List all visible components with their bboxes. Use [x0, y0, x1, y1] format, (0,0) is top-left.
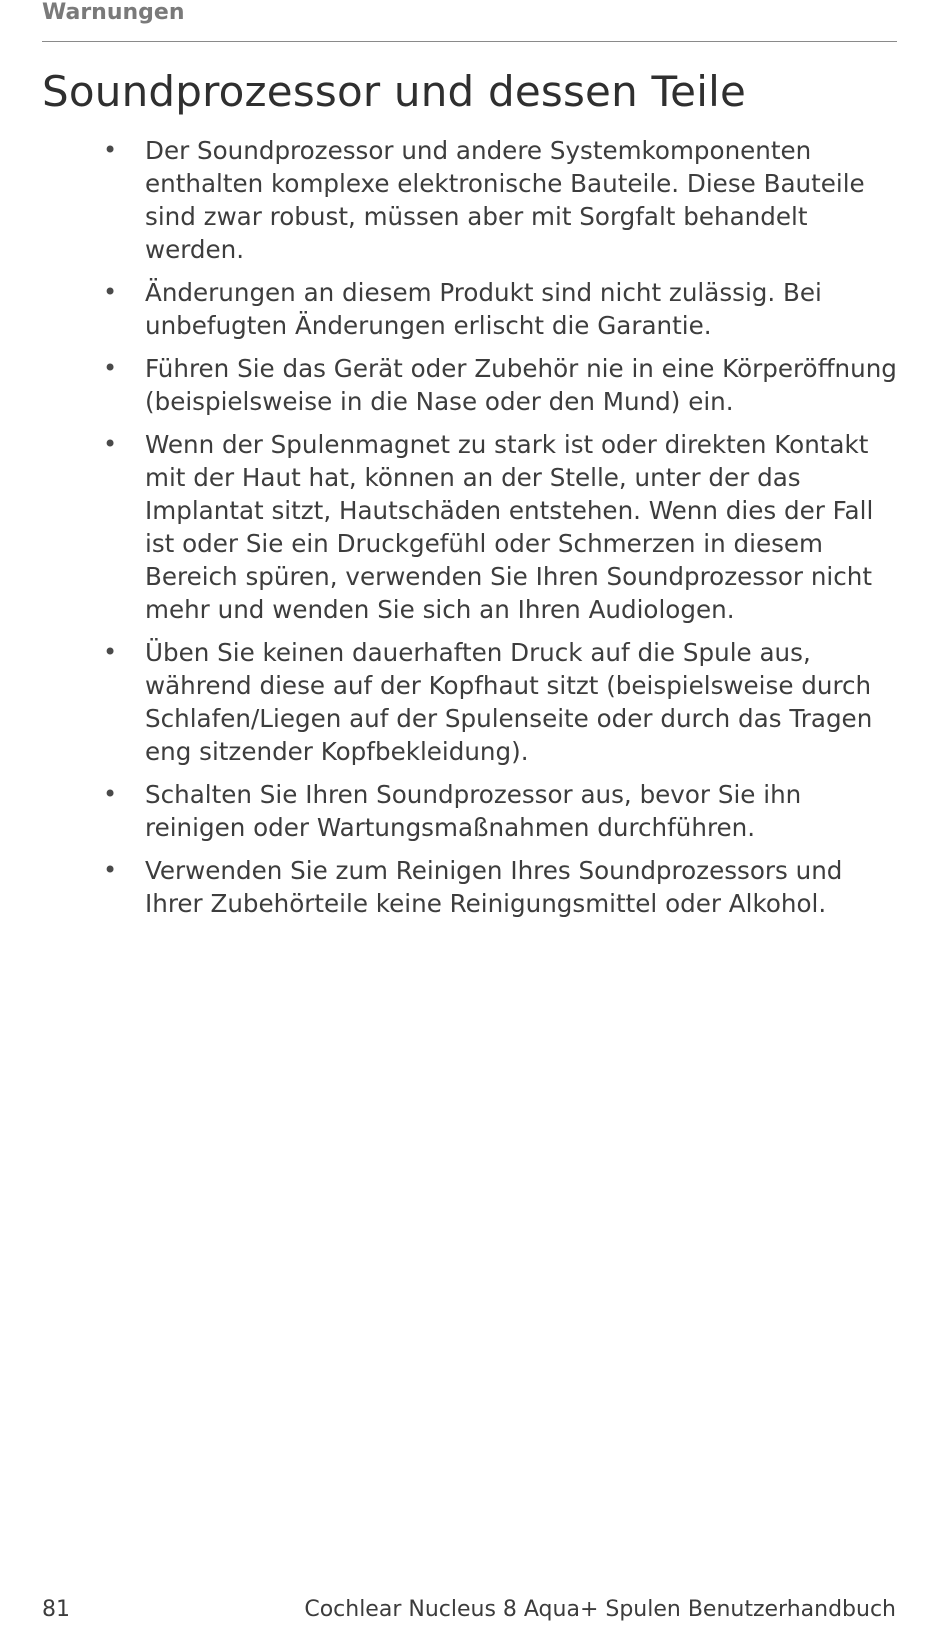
list-item [0, 636, 907, 768]
warning-list [0, 134, 950, 930]
warning-text: Führen Sie das Gerät oder Zubehör nie in eine Körperöffnung (beispielsweise in die Nase oder den Mund) ein. [145, 354, 897, 416]
list-item [0, 134, 907, 266]
warning-text: Wenn der Spulenmagnet zu stark ist oder direkten Kontakt mit der Haut hat, können an der Stelle, unter der das Implantat sitzt, Hautschäden entstehen. Wenn dies der Fall ist oder Sie ein Druckgefühl oder Schmerzen in diesem Bereich spüren, verwenden Sie Ihren Soundprozessor nicht mehr und wenden Sie sich an Ihren Audiologen. [145, 430, 874, 624]
bullet-icon: • [103, 638, 118, 666]
list-item [0, 276, 907, 342]
manual-title: Cochlear Nucleus 8 Aqua+ Spulen Benutzerhandbuch [304, 1597, 896, 1622]
bullet-icon: • [103, 354, 118, 382]
list-item [0, 428, 907, 626]
page-title: Soundprozessor und dessen Teile [42, 67, 746, 116]
bullet-icon: • [103, 278, 118, 306]
list-item [0, 854, 907, 920]
bullet-icon: • [103, 780, 118, 808]
warning-text: Schalten Sie Ihren Soundprozessor aus, bevor Sie ihn reinigen oder Wartungsmaßnahmen durchführen. [145, 780, 802, 842]
bullet-icon: • [103, 430, 118, 458]
warning-text: Üben Sie keinen dauerhaften Druck auf die Spule aus, während diese auf der Kopfhaut sitzt (beispielsweise durch Schlafen/Liegen auf der Spulenseite oder durch das Tragen eng sitzender Kopfbekleidung). [145, 638, 873, 766]
warning-text: Änderungen an diesem Produkt sind nicht zulässig. Bei unbefugten Änderungen erlischt die Garantie. [145, 278, 822, 340]
bullet-icon: • [103, 856, 118, 884]
running-header: Warnungen [42, 0, 185, 25]
bullet-icon: • [103, 136, 118, 164]
list-item [0, 352, 907, 418]
warning-text: Der Soundprozessor und andere Systemkomponenten enthalten komplexe elektronische Bauteile. Diese Bauteile sind zwar robust, müssen aber mit Sorgfalt behandelt werden. [145, 136, 865, 264]
list-item [0, 778, 907, 844]
header-divider [42, 41, 897, 42]
warning-text: Verwenden Sie zum Reinigen Ihres Soundprozessors und Ihrer Zubehörteile keine Reinigungsmittel oder Alkohol. [145, 856, 843, 918]
page-number: 81 [42, 1597, 70, 1622]
